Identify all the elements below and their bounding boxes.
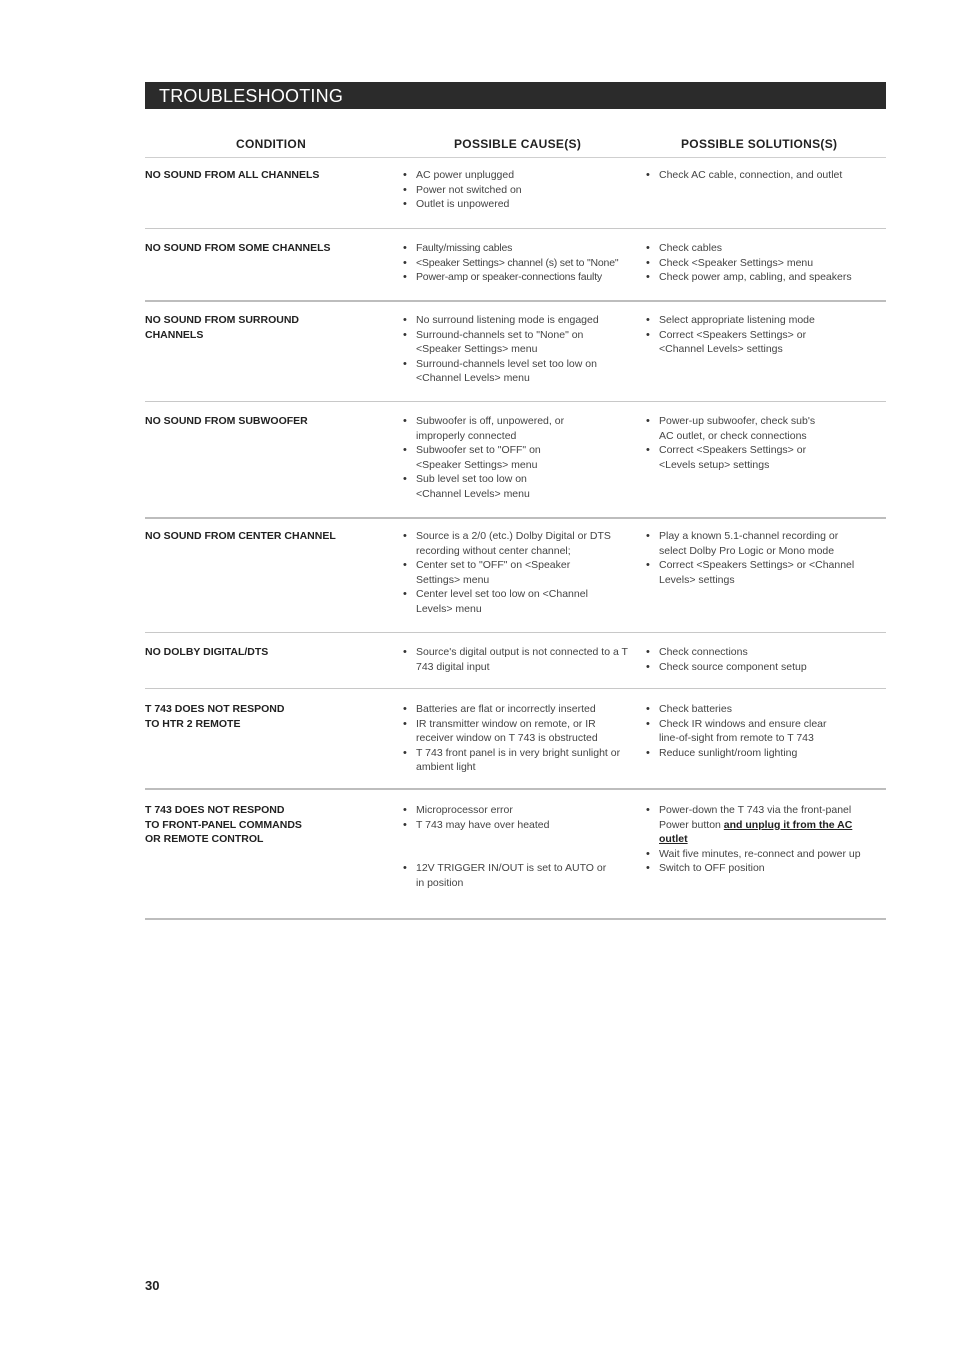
list-item: • Sub level set too low on <Channel Levels> menu	[401, 472, 571, 501]
list-item: • Check IR windows and ensure clear line-of-sight from remote to T 743	[644, 717, 844, 746]
list-item: • Check source component setup	[644, 660, 876, 675]
solutions-cell	[644, 645, 876, 674]
list-item: • Microprocessor error	[401, 803, 611, 818]
list-item: • Power-amp or speaker-connections faulty	[401, 270, 641, 285]
list-item: • Surround-channels level set too low on <Channel Levels> menu	[401, 357, 611, 386]
list-item: • No surround listening mode is engaged	[401, 313, 611, 328]
list-item: • 12V TRIGGER IN/OUT is set to AUTO or in position	[401, 861, 611, 890]
list-item: • Check <Speaker Settings> menu	[644, 256, 884, 271]
list-item: • Source's digital output is not connected to a T 743 digital input	[401, 645, 633, 674]
row-divider	[145, 788, 886, 790]
causes-cell	[401, 702, 626, 775]
list-item: • Power-up subwoofer, check sub's AC outlet, or check connections	[644, 414, 824, 443]
condition-cell: NO DOLBY DIGITAL/DTS	[145, 646, 269, 658]
list-item: • Reduce sunlight/room lighting	[644, 746, 844, 761]
solutions-cell	[644, 313, 824, 357]
condition-cell: NO SOUND FROM SOME CHANNELS	[145, 242, 331, 254]
header-divider	[145, 157, 886, 158]
row-divider	[145, 632, 886, 633]
list-item: • Correct <Speakers Settings> or <Channel Levels> settings	[644, 558, 859, 587]
header-condition: CONDITION	[236, 137, 307, 151]
causes-cell	[401, 414, 571, 501]
condition-cell: T 743 DOES NOT RESPOND TO HTR 2 REMOTE	[145, 703, 285, 730]
list-item: • Select appropriate listening mode	[644, 313, 824, 328]
list-item: • Batteries are flat or incorrectly inserted	[401, 702, 626, 717]
causes-cell	[401, 803, 611, 890]
condition-cell: T 743 DOES NOT RESPOND TO FRONT-PANEL COMMANDS OR REMOTE CONTROL	[145, 804, 302, 845]
list-item: • Faulty/missing cables	[401, 241, 641, 256]
solutions-cell	[644, 529, 859, 587]
section-title-banner	[145, 82, 886, 109]
row-divider	[145, 401, 886, 402]
condition-cell: NO SOUND FROM ALL CHANNELS	[145, 169, 320, 181]
causes-cell	[401, 168, 633, 212]
solutions-cell	[644, 803, 866, 876]
header-solutions: POSSIBLE SOLUTIONS(S)	[681, 137, 838, 151]
condition-cell: NO SOUND FROM SURROUND CHANNELS	[145, 314, 299, 341]
causes-cell	[401, 313, 611, 386]
condition-cell: NO SOUND FROM CENTER CHANNEL	[145, 530, 336, 542]
header-causes: POSSIBLE CAUSE(S)	[454, 137, 582, 151]
list-item: • Check batteries	[644, 702, 844, 717]
section-title: TROUBLESHOOTING	[159, 86, 344, 106]
solutions-cell	[644, 241, 884, 285]
causes-cell	[401, 645, 633, 674]
list-item: • <Speaker Settings> channel (s) set to "None"	[401, 256, 641, 271]
list-item: • Correct <Speakers Settings> or <Levels setup> settings	[644, 443, 824, 472]
causes-cell	[401, 529, 611, 616]
list-item: • Power-down the T 743 via the front-panel Power button and unplug it from the AC outlet	[644, 803, 866, 847]
solutions-cell	[644, 168, 876, 183]
list-item: • Center set to "OFF" on <Speaker Settings> menu	[401, 558, 611, 587]
list-item: • Power not switched on	[401, 183, 633, 198]
list-item: • Subwoofer is off, unpowered, or improperly connected	[401, 414, 571, 443]
row-divider	[145, 228, 886, 229]
list-item: • Outlet is unpowered	[401, 197, 633, 212]
list-item: • Subwoofer set to "OFF" on <Speaker Settings> menu	[401, 443, 571, 472]
row-divider	[145, 688, 886, 689]
list-item: • T 743 may have over heated	[401, 818, 611, 833]
condition-cell: NO SOUND FROM SUBWOOFER	[145, 415, 308, 427]
emphasis-text: and unplug it from the AC outlet	[659, 818, 853, 845]
page-number: 30	[145, 1278, 160, 1293]
list-item: • Center level set too low on <Channel Levels> menu	[401, 587, 611, 616]
solutions-cell	[644, 702, 844, 760]
list-item: • Check AC cable, connection, and outlet	[644, 168, 876, 183]
row-divider	[145, 918, 886, 920]
list-item: • T 743 front panel is in very bright sunlight or ambient light	[401, 746, 626, 775]
list-item: • Check cables	[644, 241, 884, 256]
list-item: • Play a known 5.1-channel recording or select Dolby Pro Logic or Mono mode	[644, 529, 859, 558]
list-item: • Check connections	[644, 645, 876, 660]
list-item: • AC power unplugged	[401, 168, 633, 183]
list-item: • Source is a 2/0 (etc.) Dolby Digital or DTS recording without center channel;	[401, 529, 611, 558]
causes-cell	[401, 241, 641, 285]
list-item: • IR transmitter window on remote, or IR receiver window on T 743 is obstructed	[401, 717, 626, 746]
list-item: • Correct <Speakers Settings> or <Channel Levels> settings	[644, 328, 824, 357]
solutions-cell	[644, 414, 824, 472]
list-item: • Check power amp, cabling, and speakers	[644, 270, 884, 285]
list-item: • Wait five minutes, re-connect and power up	[644, 847, 866, 862]
list-item: • Switch to OFF position	[644, 861, 866, 876]
table-header	[145, 137, 886, 157]
row-divider	[145, 517, 886, 519]
list-item: • Surround-channels set to "None" on <Speaker Settings> menu	[401, 328, 611, 357]
row-divider	[145, 300, 886, 302]
